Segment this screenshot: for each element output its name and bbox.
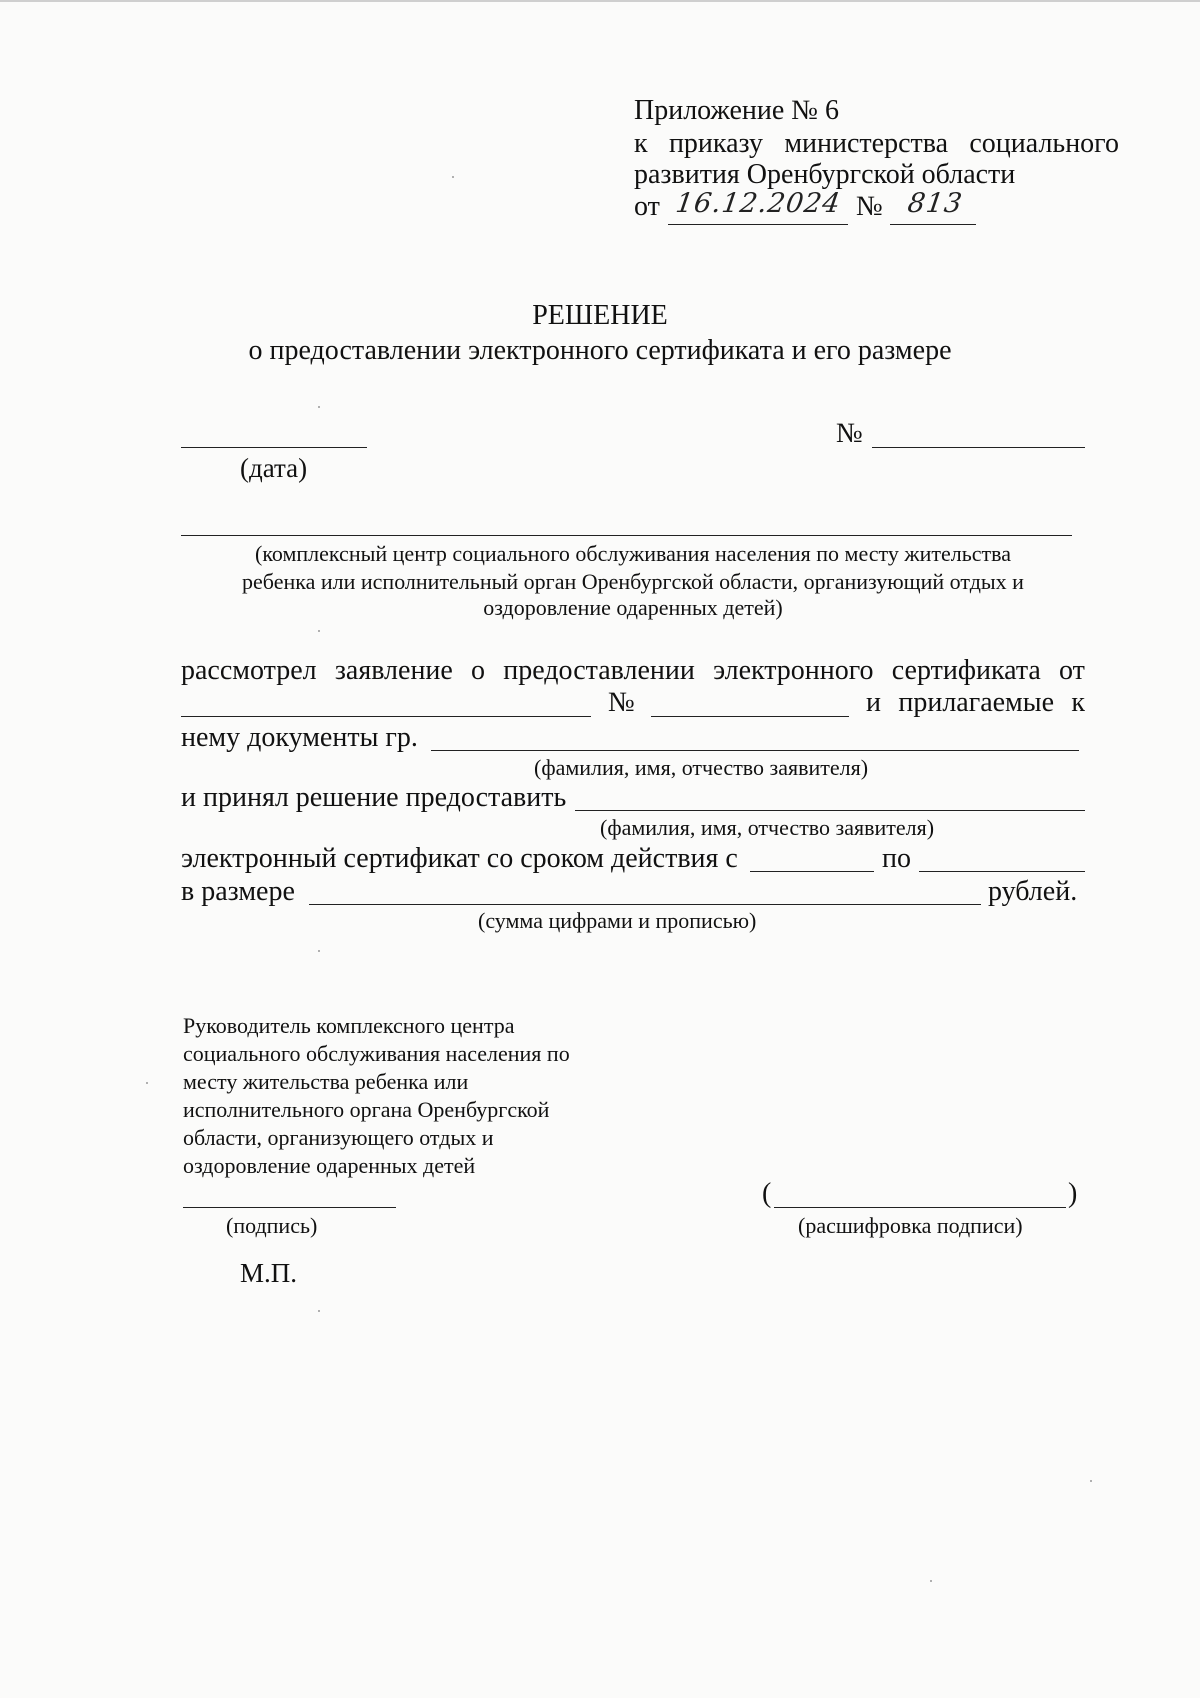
document-subtitle: о предоставлении электронного сертификата и его размере [248, 335, 952, 366]
appendix-date-line [668, 224, 848, 225]
body-word: прилагаемые [898, 687, 1055, 718]
appendix-number-label: № [856, 191, 883, 222]
signatory-line: оздоровление одаренных детей [183, 1153, 476, 1178]
application-date-line [181, 716, 591, 717]
organization-field-line [181, 535, 1072, 536]
scan-speck [452, 176, 454, 178]
appendix-number-handwritten: 813 [905, 188, 965, 219]
recipient-name-caption: (фамилия, имя, отчество заявителя) [600, 815, 935, 840]
application-number-label: № [608, 687, 635, 718]
amount-currency: рублей. [988, 876, 1078, 907]
appendix-word: к [634, 128, 648, 159]
body-word: рассмотрел [181, 655, 317, 686]
appendix-date-handwritten: 16.12.2024 [673, 188, 843, 219]
body-word: к [1071, 687, 1085, 718]
date-caption: (дата) [240, 453, 308, 483]
appendix-title: Приложение № 6 [634, 95, 839, 126]
documents-label: нему документы гр. [181, 722, 418, 753]
signature-decode-line [774, 1207, 1066, 1208]
scan-speck [318, 1310, 320, 1312]
amount-caption: (сумма цифрами и прописью) [478, 908, 757, 933]
signatory-line: Руководитель комплексного центра [183, 1013, 515, 1038]
scan-top-edge [0, 0, 1200, 2]
decision-number-label: № [836, 418, 863, 449]
appendix-word: социального [969, 128, 1119, 159]
amount-label: в размере [181, 876, 295, 907]
scan-speck [1090, 1480, 1092, 1482]
signature-decode-caption: (расшифровка подписи) [798, 1213, 1023, 1238]
body-word: о [471, 655, 486, 686]
body-word: электронного [713, 655, 874, 686]
signature-line [183, 1207, 396, 1208]
appendix-word: приказу [668, 128, 763, 159]
recipient-name-line [575, 810, 1085, 811]
document-title: РЕШЕНИЕ [532, 300, 668, 331]
scan-speck [318, 630, 320, 632]
validity-start-line [750, 871, 874, 872]
signatory-line: месту жительства ребенка или [183, 1069, 469, 1094]
body-word: предоставлении [503, 655, 695, 686]
applicant-name-caption: (фамилия, имя, отчество заявителя) [534, 755, 869, 780]
organization-caption-line3: оздоровление одаренных детей) [483, 595, 783, 620]
body-word: сертификата [891, 655, 1041, 686]
decode-close-paren: ) [1068, 1178, 1078, 1209]
body-word: и [866, 687, 881, 718]
appendix-number-line [890, 224, 976, 225]
decode-open-paren: ( [762, 1178, 772, 1209]
scan-speck [318, 406, 320, 408]
date-field-line [181, 447, 367, 448]
appendix-word: министерства [784, 128, 949, 159]
appendix-line2: развития Оренбургской области [634, 159, 1016, 190]
body-line1 [181, 655, 1085, 687]
validity-end-line [919, 871, 1085, 872]
application-number-line [651, 716, 849, 717]
applicant-name-line [431, 750, 1079, 751]
body-line2-tail [866, 687, 1085, 719]
signatory-line: исполнительного органа Оренбургской [183, 1097, 550, 1122]
body-word: заявление [334, 655, 453, 686]
decision-label: и принял решение предоставить [181, 782, 567, 813]
scan-speck [930, 1580, 932, 1582]
organization-caption-line2: ребенка или исполнительный орган Оренбургской области, организующий отдых и [242, 569, 1024, 594]
organization-caption-line1: (комплексный центр социального обслуживания населения по месту жительства [255, 541, 1011, 566]
appendix-line1 [634, 128, 1119, 160]
body-word: от [1059, 655, 1085, 686]
validity-to-label: по [882, 843, 911, 874]
validity-label: электронный сертификат со сроком действия с [181, 843, 738, 874]
stamp-place-label: М.П. [240, 1258, 298, 1288]
scan-speck [146, 1082, 148, 1084]
signatory-line: области, организующего отдых и [183, 1125, 494, 1150]
decision-number-line [872, 447, 1085, 448]
amount-line [309, 904, 981, 905]
signature-caption: (подпись) [226, 1213, 318, 1238]
signatory-line: социального обслуживания населения по [183, 1041, 570, 1066]
appendix-from-label: от [634, 191, 660, 222]
scan-speck [318, 950, 320, 952]
